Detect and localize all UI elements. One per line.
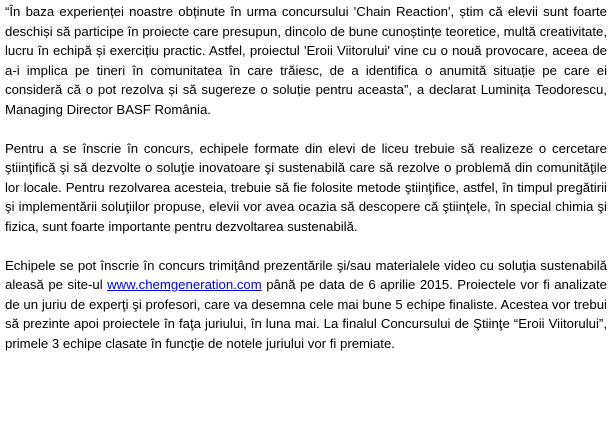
paragraph-submission xyxy=(5,256,607,354)
submission-text-end: până pe data de 6 aprilie 2015. Proiectele vor fi analizate de un juriu de experţi şi profesori, care va desemna cele mai bune 5 echipe finaliste. Acestea vor trebui să prezinte apoi proiectele în faţa juriului, în luna mai. La finalul Concursului de Ştiinţe “Eroii Viitorului”, primele 3 echipe clasate în funcţie de notele juriului vor fi premiate. xyxy=(5,277,607,351)
paragraph-quote: “În baza experienței noastre obținute în urma concursului 'Chain Reaction', știm că elevii sunt foarte deschiși să participe în proiecte care presupun, dincolo de bune cunoștințe teoretice, multă creativitate, lucru în echipă și exercițiu practic. Astfel, proiectul 'Eroii Viitorului' vine cu o nouă provocare, aceea de a-i implica pe tineri în comunitatea în care trăiesc, de a identifica o anumită situație pe care ei consideră că o pot rezolva și să sugereze o soluție pentru aceasta”, a declarat Luminița Teodorescu, Managing Director BASF România. xyxy=(5,4,607,117)
submission-text-start: Echipele se pot înscrie în concurs trimiţând prezentările şi/sau materialele video cu soluţia sustenabilă aleasă pe site-ul xyxy=(5,257,607,292)
chemgeneration-link[interactable]: www.chemgeneration.com xyxy=(107,277,262,292)
paragraph-registration: Pentru a se înscrie în concurs, echipele formate din elevi de liceu trebuie să realizeze o cercetare ştiinţifică şi să dezvolte o soluţie inovatoare şi sustenabilă care să rezolve o problemă din comunităţile lor locale. Pentru rezolvarea acesteia, trebuie să fie folosite metode ştiinţifice, astfel, în timpul pregătirii şi implementării soluţiilor propuse, elevii vor avea ocazia să descopere că ştiinţele, în special chimia şi fizica, sunt foarte importante pentru dezvoltarea sustenabilă. xyxy=(5,140,607,234)
